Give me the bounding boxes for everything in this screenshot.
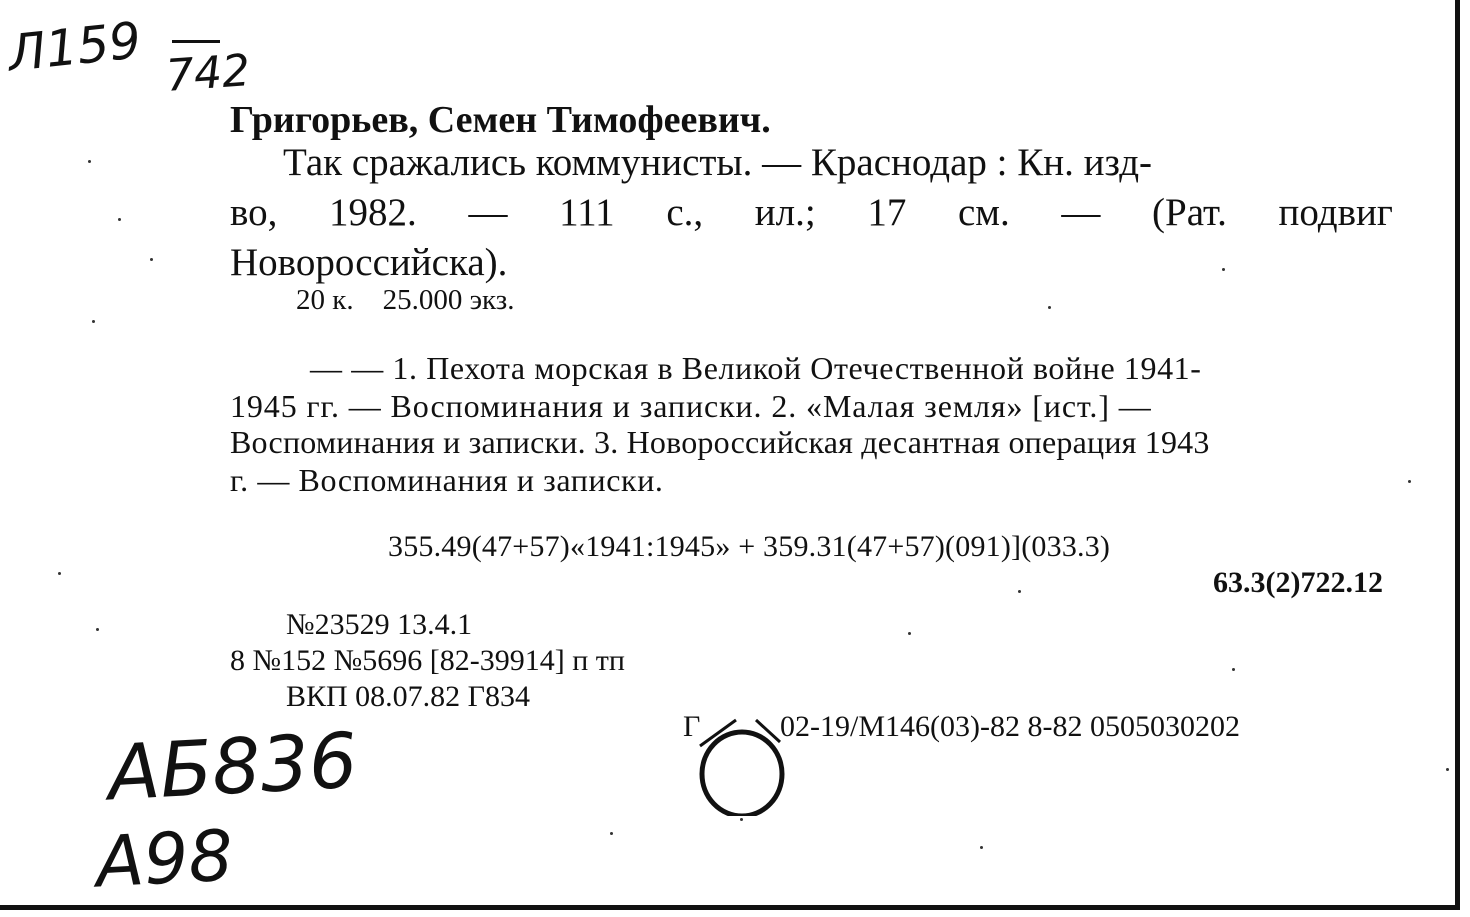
- title-line-2-word: 17: [867, 191, 907, 234]
- title-line-2: [230, 190, 1393, 235]
- speck: [92, 320, 95, 323]
- punch-hole-icon: [696, 712, 792, 816]
- title-line-2-word: с.,: [666, 191, 704, 234]
- record-number: №23529 13.4.1: [286, 608, 473, 641]
- handwritten-code-2: А98: [93, 814, 236, 904]
- speck: [1232, 668, 1235, 671]
- title-line-2-word: 111: [559, 191, 615, 234]
- speck: [1018, 590, 1021, 593]
- speck: [1446, 768, 1449, 771]
- speck: [88, 160, 91, 163]
- title-line-3: Новороссийска).: [230, 241, 508, 284]
- speck: [908, 632, 911, 635]
- speck: [150, 258, 153, 261]
- price-and-run: 20 к. 25.000 экз.: [296, 284, 515, 316]
- title-line-2-word: —: [468, 191, 508, 234]
- title-line-2-word: —: [1061, 191, 1101, 234]
- speck: [740, 818, 743, 821]
- title-line-1: Так сражались коммунисты. — Краснодар : Кн. изд-: [283, 141, 1153, 184]
- speck: [980, 846, 983, 849]
- bbk-index: 63.3(2)722.12: [1213, 566, 1383, 599]
- handwritten-number: Л159: [5, 11, 144, 83]
- handwritten-code-1: АБ836: [105, 715, 360, 818]
- code-rest: 02-19/М146(03)-82 8-82 0505030202: [780, 710, 1240, 743]
- subjects-line-4: г. — Воспоминания и записки.: [230, 462, 664, 498]
- subjects-line-2: 1945 гг. — Воспоминания и записки. 2. «Малая земля» [ист.] —: [230, 388, 1152, 424]
- speck: [610, 832, 613, 835]
- record-line-3: ВКП 08.07.82 Г834: [286, 680, 531, 713]
- speck: [1222, 268, 1225, 271]
- title-line-2-word: см.: [957, 191, 1010, 234]
- title-line-2-word: подвиг: [1278, 191, 1393, 234]
- speck: [58, 572, 61, 575]
- speck: [1048, 306, 1051, 309]
- title-line-2-word: 1982.: [329, 191, 417, 234]
- record-line-2: 8 №152 №5696 [82-39914] п тп: [230, 644, 625, 677]
- subjects-line-3: Воспоминания и записки. 3. Новороссийская десантная операция 1943: [230, 424, 1210, 460]
- title-line-2-word: (Рат.: [1152, 191, 1227, 234]
- speck: [1408, 480, 1411, 483]
- code-prefix: Г: [683, 710, 701, 743]
- handwritten-fraction: 742: [164, 45, 252, 102]
- speck: [96, 628, 99, 631]
- title-line-2-word: во,: [230, 191, 278, 234]
- author-heading: Григорьев, Семен Тимофеевич.: [230, 99, 771, 141]
- udc-index: 355.49(47+57)«1941:1945» + 359.31(47+57)(091)](033.3): [388, 530, 1111, 563]
- title-line-2-word: ил.;: [754, 191, 816, 234]
- speck: [118, 218, 121, 221]
- subjects-line-1: — — 1. Пехота морская в Великой Отечественной войне 1941-: [310, 350, 1202, 386]
- handwritten-fraction-line: [172, 40, 220, 43]
